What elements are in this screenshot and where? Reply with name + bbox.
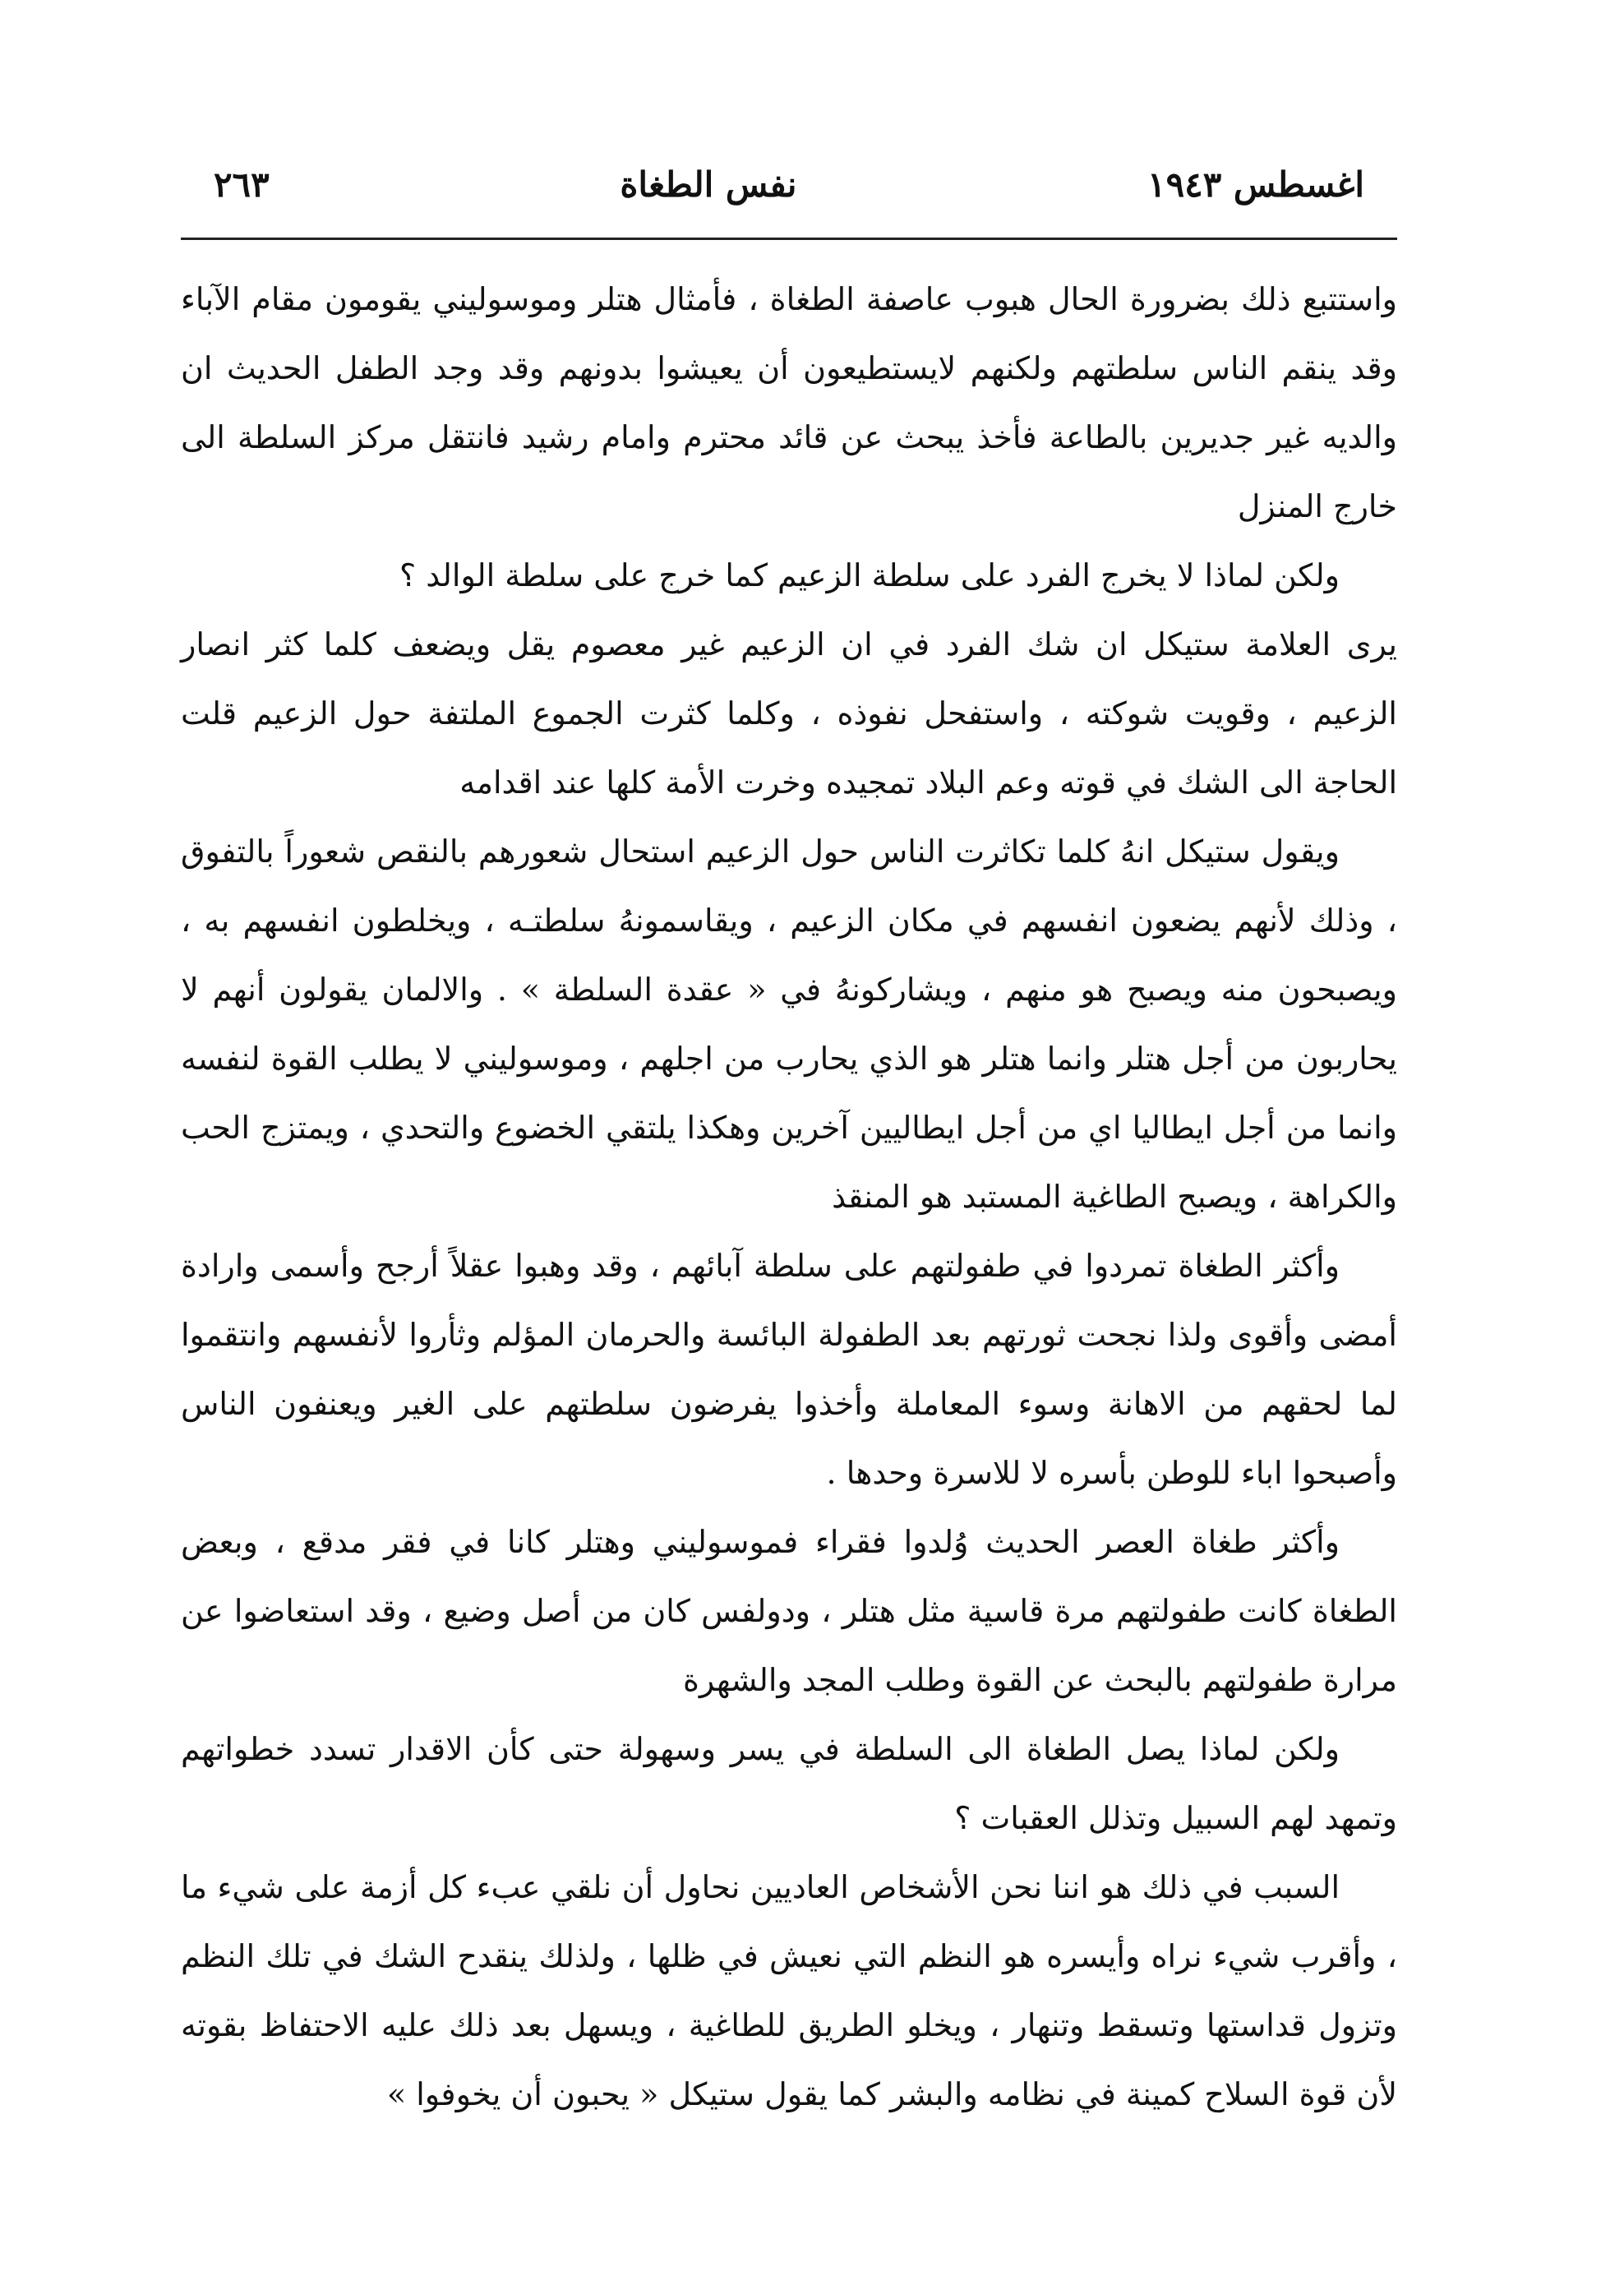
paragraph: ولكن لماذا لا يخرج الفرد على سلطة الزعيم كما خرج على سلطة الوالد ؟ bbox=[399, 557, 1340, 593]
header-date: اغسطس ١٩٤٣ bbox=[1147, 164, 1364, 205]
page-number: ٢٦٣ bbox=[214, 164, 270, 205]
document-page bbox=[181, 164, 1397, 2129]
paragraph: وأكثر الطغاة تمردوا في طفولتهم على سلطة آبائهم ، وقد وهبوا عقلاً أرجح وأسمى وارادة أمضى وأقوى ولذا نجحت ثورتهم بعد الطفولة البائسة والحرمان المؤلم وثأروا لأنفسهم وانتقموا لما لحقهم من الاهانة وسوء المعاملة وأخذوا يفرضون سلطتهم على الغير ويعنفون الناس وأصبحوا اباء للوطن بأسره لا للاسرة وحدها . bbox=[181, 1248, 1397, 1491]
running-head bbox=[181, 164, 1397, 240]
paragraph: يرى العلامة ستيكل ان شك الفرد في ان الزعيم غير معصوم يقل ويضعف كلما كثر انصار الزعيم ، وقويت شوكته ، واستفحل نفوذه ، وكلما كثرت الجموع الملتفة حول الزعيم قلت الحاجة الى الشك في قوته وعم البلاد تمجيده وخرت الأمة كلها عند اقدامه bbox=[181, 626, 1397, 801]
paragraph: واستتبع ذلك بضرورة الحال هبوب عاصفة الطغاة ، فأمثال هتلر وموسوليني يقومون مقام الآباء وقد ينقم الناس سلطتهم ولكنهم لايستطيعون أن يعيشوا بدونهم وقد وجد الطفل الحديث ان والديه غير جديرين بالطاعة فأخذ يبحث عن قائد محترم وامام رشيد فانتقل مركز السلطة الى خارج المنزل bbox=[181, 281, 1397, 524]
paragraph: وأكثر طغاة العصر الحديث وُلدوا فقراء فموسوليني وهتلر كانا في فقر مدقع ، وبعض الطغاة كانت طفولتهم مرة قاسية مثل هتلر ، ودولفس كان من أصل وضيع ، وقد استعاضوا عن مرارة طفولتهم بالبحث عن القوة وطلب المجد والشهرة bbox=[181, 1524, 1397, 1698]
paragraph: ويقول ستيكل انهُ كلما تكاثرت الناس حول الزعيم استحال شعورهم بالنقص شعوراً بالتفوق ، وذلك لأنهم يضعون انفسهم في مكان الزعيم ، ويقاسمونهُ سلطتـه ، ويخلطون انفسهم به ، ويصبحون منه ويصبح هو منهم ، ويشاركونهُ في « عقدة السلطة » . والالمان يقولون أنهم لا يحاربون من أجل هتلر وانما هتلر هو الذي يحارب من اجلهم ، وموسوليني لا يطلب القوة لنفسه وانما من أجل ايطاليا اي من أجل ايطاليين آخرين وهكذا يلتقي الخضوع والتحدي ، ويمتزج الحب والكراهة ، ويصبح الطاغية المستبد هو المنقذ bbox=[181, 833, 1397, 1215]
article-body bbox=[181, 265, 1397, 2129]
paragraph: ولكن لماذا يصل الطغاة الى السلطة في يسر وسهولة حتى كأن الاقدار تسدد خطواتهم وتمهد لهم السبيل وتذلل العقبات ؟ bbox=[181, 1731, 1397, 1836]
header-title: نفس الطغاة bbox=[620, 164, 797, 205]
paragraph: السبب في ذلك هو اننا نحن الأشخاص العاديين نحاول أن نلقي عبء كل أزمة على شيء ما ، وأقرب شيء نراه وأيسره هو النظم التي نعيش في ظلها ، ولذلك ينقدح الشك في تلك النظم وتزول قداستها وتسقط وتنهار ، ويخلو الطريق للطاغية ، ويسهل بعد ذلك عليه الاحتفاظ بقوته لأن قوة السلاح كمينة في نظامه والبشر كما يقول ستيكل « يحبون أن يخوفوا » bbox=[181, 1869, 1397, 2112]
